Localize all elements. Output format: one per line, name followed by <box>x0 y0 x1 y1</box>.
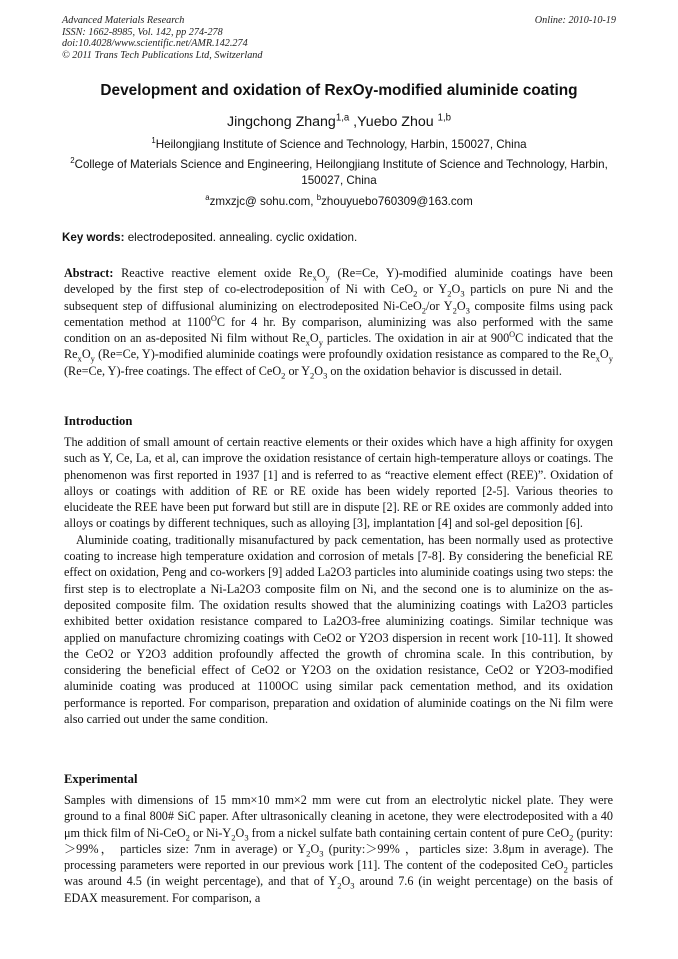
email-link[interactable]: zhouyuebo760309@163.com <box>321 195 473 208</box>
affiliation-mark: 2 <box>70 156 75 166</box>
introduction-heading: Introduction <box>64 414 133 428</box>
paragraph: Aluminide coating, traditionally misanufactured by pack cementation, has been normally used as protective coating to increase high temperature oxidation and corrosion of metals [7-8]. By considering the beneficial RE effect on oxidation, Peng and co-workers [9] added La2O3 particles into aluminide coatings using two steps: the first step is to electroplate a Ni-La2O3 composite film on Ni, and the second one is to aluminize on the as-deposited composite film. The oxidation results showed that the aluminizing coatings with La2O3 particles exhibited better oxidation resistance compared to La2O3-free aluminizing coatings. Similar technique was applied on manufacture chromizing coatings with CeO2 or Y2O3 dispersion in recent work [10-11]. It showed the CeO2 or Y2O3 addition profoundly affected the growth of chromina scale. In this contribution, by considering the beneficial effect of CeO2 or Y2O3 on the oxidation resistance, CeO2 or Y2O3-modified aluminide coating was produced at 1100OC using similar pack cementation method, and its oxidation performance is reported. For comparison, preparation and oxidation of aluminide coatings on the Ni film were also carried out under the same condition. <box>64 532 613 727</box>
journal-doi: doi:10.4028/www.scientific.net/AMR.142.274 <box>62 38 248 49</box>
abstract-text: Reactive reactive element oxide $Re_xO_y$ (Re=Ce, Y)-modified aluminide coatings have been developed by the first step of co-electrodeposition of Ni with CeO$_2$ or $Y_2O_3$ particls on pure Ni and the subsequent step of diffusional aluminizing on electrodeposited Ni-CeO$_2$/or $Y_2O_3$ composite films using pack cementation method at $1100^OC$ for 4 hr. By comparison, aluminizing was also performed with the same condition on an as-deposited Ni film without $Re_xO_y$ particles. The oxidation in air at $900^OC$ indicated that the $Re_xO_y$ (Re=Ce, Y)-modified aluminide coatings were profoundly oxidation resistance as compared to the $Re_xO_y$ (Re=Ce, Y)-free coatings. The effect of CeO$_2$ or $Y_2O_3$ on the oxidation behavior is discussed in detail. <box>64 266 614 381</box>
introduction-body <box>64 434 613 727</box>
affiliation-text: Heilongjiang Institute of Science and Technology, Harbin, 150027, China <box>155 138 527 151</box>
abstract <box>64 265 613 379</box>
email-mark: b <box>316 193 322 203</box>
journal-header <box>62 15 616 61</box>
keywords-label: Key words: <box>62 231 125 244</box>
email-mark: a <box>205 193 210 203</box>
author-name: Yuebo Zhou <box>357 114 434 130</box>
email-link[interactable]: zmxzjc@ sohu.com, <box>209 195 317 208</box>
paragraph: The addition of small amount of certain reactive elements or their oxides which have a high affinity for oxygen such as Y, Ce, La, et al, can improve the oxidation resistance of certain high-temperature alloys or coatings. The phenomenon was first reported in 1937 [1] and is referred to as “reactive element effect (REE)”. Oxidation of alloys or coatings with addition of RE or RE oxide has been widely reported [2-5]. Various theories to elucideate the REE have been put forward but still are in dispute [2]. RE or RE oxides are commonly added into alloys or coatings by different techniques, such as alloying [3], implantation [4] and sol-gel deposition [6]. <box>64 435 613 531</box>
author-separator: , <box>349 114 358 130</box>
online-date: Online: 2010-10-19 <box>534 15 616 26</box>
author-list <box>40 114 638 130</box>
experimental-body <box>64 792 613 906</box>
author-emails <box>62 194 616 210</box>
paragraph: Samples with dimensions of 15 mm×10 mm×2 mm were cut from an electrolytic nickel plate. They were ground to a final 800# SiC paper. After ultrasonically cleaning in acetone, they were electrodeposited with a 40 μm thick film of Ni-CeO$_2$ or $Ni-Y_2O_3$ from a nickel sulfate bath containing certain content of pure CeO$_2$ (purity:＞99%， particles size: 7nm in average) or $Y_2O_3$ (purity:＞99% ，particles size: 3.8μm in average). The processing parameters were reported in our previous work [11]. The content of the codeposited CeO$_2$ particles was around 4.5 (in weight percentage), and that of $Y_2O_3$ around 7.6 (in weight percentage) on the basis of EDAX measurement. For comparison, a <box>64 793 614 905</box>
abstract-label: Abstract: <box>64 266 114 280</box>
affiliation-mark: 1 <box>151 136 156 146</box>
journal-issn: ISSN: 1662-8985, Vol. 142, pp 274-278 <box>62 26 223 38</box>
author-affil-mark: 1,a <box>335 112 350 124</box>
affiliation-1 <box>62 137 616 153</box>
author-name: Jingchong Zhang <box>226 114 336 130</box>
journal-copyright: © 2011 Trans Tech Publications Ltd, Switzerland <box>62 49 263 61</box>
author-affil-mark: 1,b <box>437 112 452 124</box>
affiliation-text: College of Materials Science and Engineering, Heilongjiang Institute of Science and Technology, Harbin, 150027, China <box>74 158 608 187</box>
affiliation-2 <box>62 157 616 189</box>
journal-name: Advanced Materials Research <box>62 15 185 26</box>
keywords <box>62 231 616 244</box>
paper-title: Development and oxidation of RexOy-modified aluminide coating <box>100 82 578 99</box>
experimental-heading: Experimental <box>64 772 138 786</box>
keywords-text: electrodeposited. annealing. cyclic oxidation. <box>124 231 358 244</box>
